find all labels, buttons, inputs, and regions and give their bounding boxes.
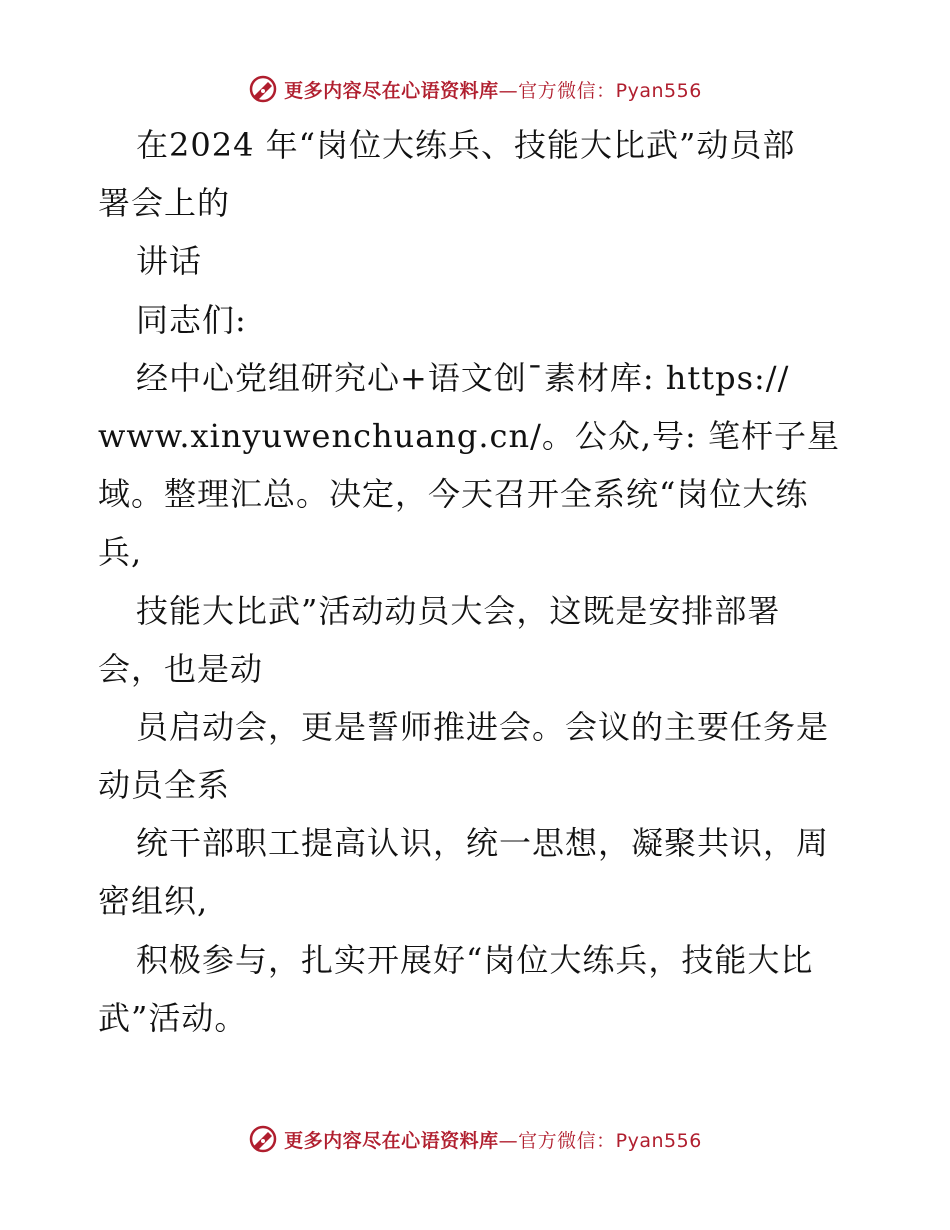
pen-nib-logo-icon <box>248 1124 278 1154</box>
title-speech: 讲话 <box>136 242 203 281</box>
banner-wechat-text: —官方微信：Pyan556 <box>498 1129 702 1152</box>
header-banner <box>0 74 950 104</box>
paragraph-line: 员启动会，更是誓师推进会。会议的主要任务是 <box>136 707 830 746</box>
paragraph-line: 兵, <box>98 533 143 572</box>
salutation: 同志们: <box>136 300 247 339</box>
paragraph-line: 武”活动。 <box>98 998 248 1037</box>
paragraph-line: 统干部职工提高认识，统一思想，凝聚共识，周 <box>136 824 830 863</box>
paragraph-line: 密组织, <box>98 882 209 921</box>
footer-banner <box>0 1124 950 1154</box>
banner-bold-text: 更多内容尽在心语资料库 <box>284 79 499 102</box>
paragraph-line: 经中心党组研究心+语文创¯素材库: https:// <box>136 358 790 397</box>
paragraph-line: 积极参与，扎实开展好“岗位大练兵，技能大比 <box>136 940 814 979</box>
paragraph-line: 技能大比武”活动动员大会，这既是安排部署 <box>136 591 781 630</box>
paragraph-line: www.xinyuwenchuang.cn/。公众,号: 笔杆子星 <box>98 416 840 455</box>
banner-text <box>284 76 702 103</box>
paragraph-line: 会，也是动 <box>98 649 264 688</box>
banner-wechat-text: —官方微信：Pyan556 <box>498 79 702 102</box>
title-line-continued: 署会上的 <box>98 184 231 223</box>
title-line: 在2024 年“岗位大练兵、技能大比武”动员部 <box>136 126 796 164</box>
pen-nib-logo-icon <box>248 74 278 104</box>
paragraph-line: 动员全系 <box>98 766 231 805</box>
paragraph-line: 域。整理汇总。决定，今天召开全系统“岗位大练 <box>98 475 809 514</box>
banner-text <box>284 1126 702 1153</box>
document-body <box>98 116 858 1047</box>
banner-bold-text: 更多内容尽在心语资料库 <box>284 1129 499 1152</box>
